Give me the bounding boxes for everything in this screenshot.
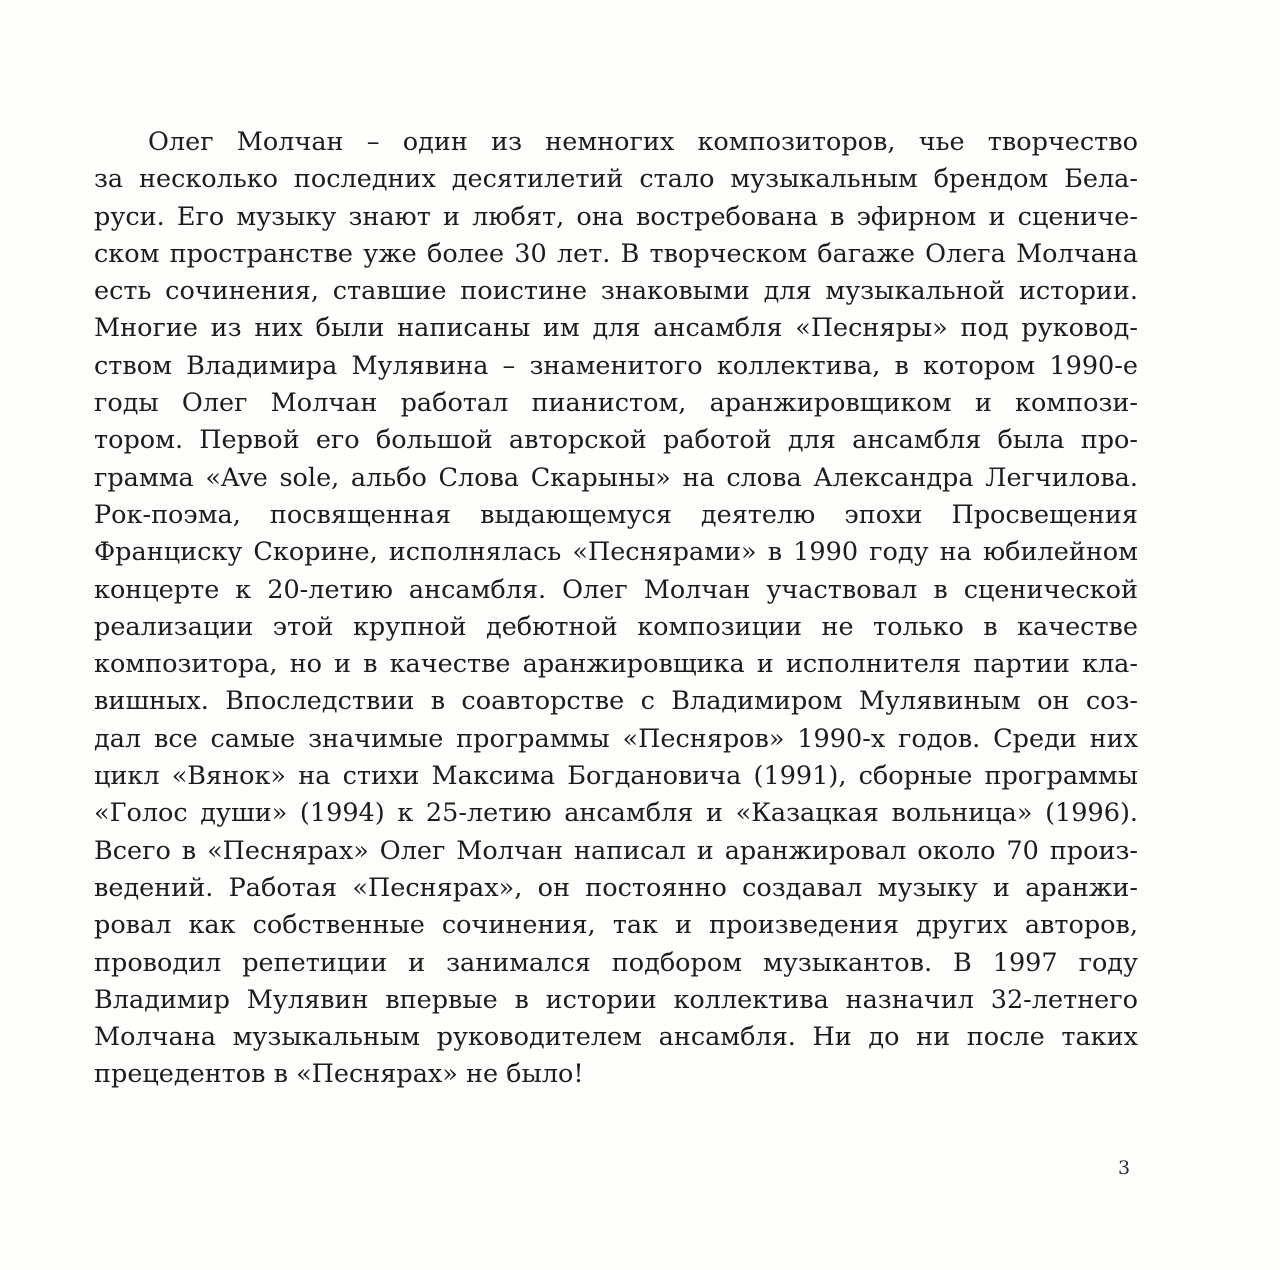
text-line: за несколько последних десятилетий стало музыкальным брендом Бела- xyxy=(94,164,1138,195)
text-line: проводил репетиции и занимался подбором музыкантов. В 1997 году xyxy=(94,947,1138,978)
text-line: ством Владимира Мулявина – знаменитого коллектива, в котором 1990-е xyxy=(94,350,1138,381)
text-line: концерте к 20-летию ансамбля. Олег Молчан участвовал в сценической xyxy=(94,574,1138,605)
text-line: композитора, но и в качестве аранжировщика и исполнителя партии кла- xyxy=(94,649,1138,680)
text-line: ском пространстве уже более 30 лет. В творческом багаже Олега Молчана xyxy=(94,238,1138,269)
text-line: ровал как собственные сочинения, так и произведения других авторов, xyxy=(94,910,1138,941)
text-line: вишных. Впоследствии в соавторстве с Владимиром Мулявиным он соз- xyxy=(94,686,1138,717)
text-line: Олег Молчан – один из немногих композиторов, чье творчество xyxy=(148,127,1138,157)
text-line: есть сочинения, ставшие поистине знаковыми для музыкальной истории. xyxy=(94,276,1138,307)
text-line: руси. Его музыку знают и любят, она востребована в эфирном и сцениче- xyxy=(94,201,1138,232)
text-line: Многие из них были написаны им для ансамбля «Песняры» под руковод- xyxy=(94,313,1138,344)
text-line: грамма «Ave sole, альбо Слова Скарыны» на слова Александра Легчилова. xyxy=(94,462,1138,493)
text-line: Молчана музыкальным руководителем ансамбля. Ни до ни после таких xyxy=(94,1022,1138,1053)
text-line: дал все самые значимые программы «Песняров» 1990-х годов. Среди них xyxy=(94,723,1138,754)
text-line: реализации этой крупной дебютной композиции не только в качестве xyxy=(94,611,1138,642)
text-line: Франциску Скорине, исполнялась «Песнярами» в 1990 году на юбилейном xyxy=(94,537,1138,568)
text-line: Владимир Мулявин впервые в истории коллектива назначил 32-летнего xyxy=(94,984,1138,1015)
text-line: Всего в «Песнярах» Олег Молчан написал и аранжировал около 70 произ- xyxy=(94,835,1138,866)
text-line: ведений. Работая «Песнярах», он постоянно создавал музыку и аранжи- xyxy=(94,872,1138,903)
text-line: «Голос души» (1994) к 25-летию ансамбля и «Казацкая вольница» (1996). xyxy=(94,798,1138,829)
text-line: прецедентов в «Песнярах» не было! xyxy=(94,1059,584,1090)
text-line: цикл «Вянок» на стихи Максима Богдановича (1991), сборные программы xyxy=(94,761,1138,792)
page-number: 3 xyxy=(1118,1157,1131,1179)
text-line: тором. Первой его большой авторской работой для ансамбля была про- xyxy=(94,425,1138,456)
text-line: годы Олег Молчан работал пианистом, аранжировщиком и компози- xyxy=(94,388,1138,419)
body-paragraph xyxy=(94,124,1138,1094)
text-line: Рок-поэма, посвященная выдающемуся деятелю эпохи Просвещения xyxy=(94,499,1138,530)
